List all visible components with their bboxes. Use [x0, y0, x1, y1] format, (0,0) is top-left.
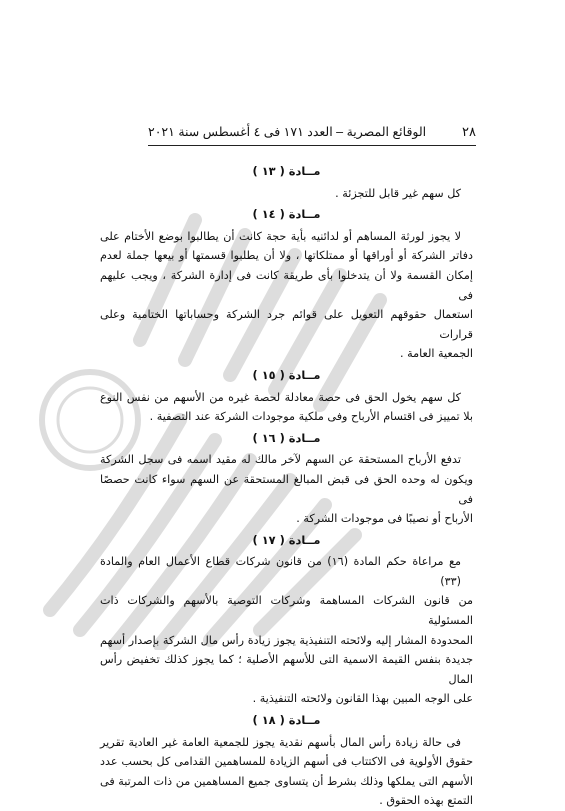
article-paragraph: [100, 450, 473, 528]
article-14: [100, 205, 473, 364]
article-paragraph: [100, 184, 473, 204]
text-line: فى حالة زيادة رأس المال بأسهم نقدية يجوز للجمعية العامة غير العادية تقرير: [100, 735, 461, 749]
issue-title: الوقائع المصرية – العدد ١٧١ فى ٤ أغسطس سنة ٢٠٢١: [148, 125, 427, 139]
article-16: [100, 429, 473, 529]
text-line: جديدة بنفس القيمة الاسمية التى للأسهم الأصلية ؛ كما يجوز كذلك تخفيض رأس المال: [100, 653, 473, 686]
text-line: كل سهم غير قابل للتجزئة .: [335, 186, 461, 200]
text-line: على الوجه المبين بهذا القانون ولائحته التنفيذية .: [252, 692, 473, 706]
page-header: [148, 124, 476, 142]
text-line: لا يجوز لورثة المساهم أو لدائنيه بأية حجة كانت أن يطالبوا بوضع الأختام على: [100, 229, 461, 243]
article-heading: مــادة ( ١٥ ): [252, 367, 321, 382]
article-paragraph: [100, 388, 473, 427]
text-line: كل سهم يخول الحق فى حصة معادلة لحصة غيره من الأسهم من نفس النوع: [100, 390, 461, 404]
text-line: من قانون الشركات المساهمة وشركات التوصية بالأسهم والشركات ذات المسئولية: [100, 594, 473, 628]
text-line: مع مراعاة حكم المادة (١٦) من قانون شركات قطاع الأعمال العام والمادة (٣٣): [100, 555, 461, 588]
text-line: تدفع الأرباح المستحقة عن السهم لآخر مالك له مقيد اسمه فى سجل الشركة: [100, 453, 461, 467]
article-13: [100, 162, 473, 203]
article-paragraph: [100, 552, 473, 709]
text-line: الجمعية العامة .: [400, 347, 473, 361]
article-heading: مــادة ( ١٣ ): [252, 164, 321, 178]
article-15: [100, 366, 473, 427]
text-line: الأرباح أو نصيبًا فى موجودات الشركة .: [296, 512, 473, 526]
document-body: [100, 160, 473, 811]
header-divider: [148, 145, 476, 146]
article-heading: مــادة ( ١٧ ): [252, 532, 321, 547]
text-line: المحدودة المشار إليه ولائحته التنفيذية يجوز زيادة رأس مال الشركة بإصدار أسهم: [100, 633, 473, 647]
text-line: بلا تمييز فى اقتسام الأرباح وفى ملكية موجودات الشركة عند التصفية .: [149, 410, 473, 424]
text-line: الأسهم التى يملكها وذلك بشرط أن يتساوى جميع المساهمين من ذات المرتبة فى: [100, 774, 473, 788]
article-heading: مــادة ( ١٤ ): [252, 207, 321, 222]
article-heading: مــادة ( ١٨ ): [252, 713, 321, 728]
text-line: ويكون له وحده الحق فى قبض المبالغ المستحقة عن السهم سواء كانت حصصًا فى: [100, 472, 473, 506]
text-line: التمتع بهذه الحقوق .: [379, 794, 473, 808]
page-number: ٢٨: [462, 124, 476, 139]
article-heading: مــادة ( ١٦ ): [252, 430, 321, 445]
text-line: إمكان القسمة ولا أن يتدخلوا بأى طريقة كانت فى إدارة الشركة ، ويجب عليهم فى: [100, 268, 473, 302]
article-18: [100, 711, 473, 811]
text-line: استعمال حقوقهم التعويل على قوائم جرد الشركة وحساباتها الختامية وعلى قرارات: [100, 308, 473, 341]
text-line: دفاتر الشركة أو أوراقها أو ممتلكاتها ، ولا أن يطلبوا قسمتها أو بيعها جملة لعدم: [100, 249, 473, 263]
article-paragraph: [100, 733, 473, 811]
article-paragraph: [100, 227, 473, 364]
text-line: حقوق الأولوية فى الاكتتاب فى أسهم الزيادة للمساهمين القدامى كل بحسب عدد: [100, 755, 473, 769]
article-17: [100, 531, 473, 709]
